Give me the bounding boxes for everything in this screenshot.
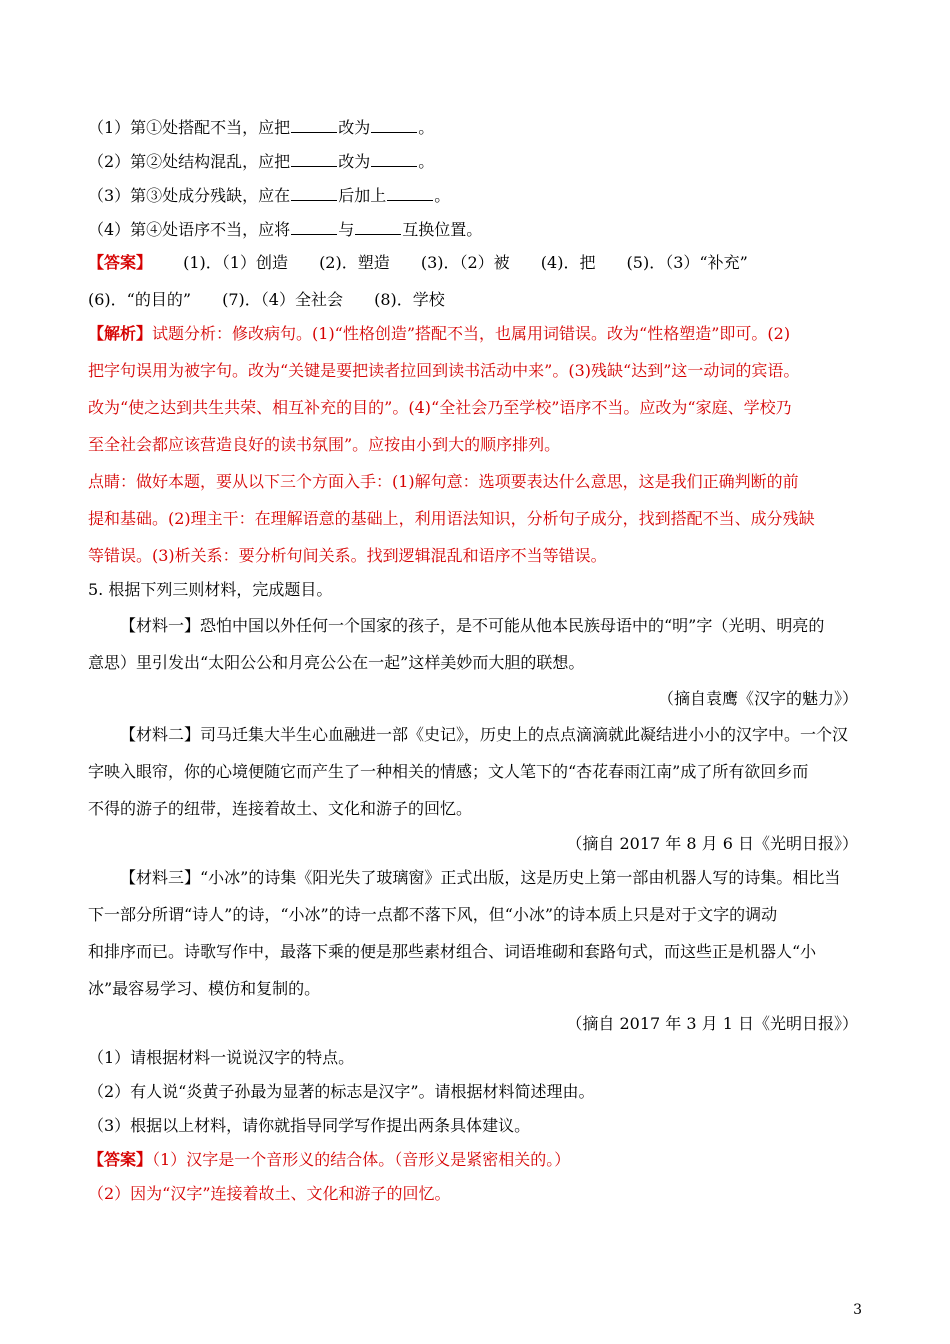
q5-item: （2）有人说“炎黄子孙最为显著的标志是汉字”。请根据材料简述理由。	[88, 1082, 595, 1101]
q5-answer-line: （2）因为“汉字”连接着故土、文化和游子的回忆。	[88, 1184, 451, 1203]
q4-item-text: 互换位置。	[402, 220, 483, 239]
answer-item: (7)．（4）全社会	[222, 290, 343, 309]
q4-item-text: 。	[434, 186, 451, 205]
analysis-tag: 【解析】	[88, 324, 153, 343]
fill-blank	[371, 152, 417, 167]
answer-item: (2)．塑造	[319, 253, 390, 272]
answer-item: (8)．学校	[374, 290, 445, 309]
q4-item-2	[88, 152, 434, 172]
q5-answer-line: 【答案】（1）汉字是一个音形义的结合体。（音形义是紧密相关的。）	[88, 1150, 571, 1169]
analysis-line: 改为“使之达到共生共荣、相互补充的目的”。(4)“全社会乃至学校”语序不当。应改为“家庭、学校乃	[88, 398, 792, 417]
answer-item: (3)．（2）被	[420, 253, 510, 272]
material-three-line: 下一部分所谓“诗人”的诗，“小冰”的诗一点都不落下风，但“小冰”的诗本质上只是对于文字的调动	[88, 905, 778, 924]
material-three-line: 和排序而已。诗歌写作中，最落下乘的便是那些素材组合、词语堆砌和套路句式，而这些正是机器人“小	[88, 942, 817, 961]
fill-blank	[291, 186, 337, 201]
q4-item-3	[88, 186, 450, 206]
q4-item-1	[88, 118, 434, 138]
material-three-line: 【材料三】“小冰”的诗集《阳光失了玻璃窗》正式出版，这是历史上第一部由机器人写的诗集。相比当	[120, 868, 841, 887]
fill-blank	[355, 220, 401, 235]
q4-item-text: 改为	[338, 152, 371, 171]
q5-item: （3）根据以上材料，请你就指导同学写作提出两条具体建议。	[88, 1116, 531, 1135]
analysis-line: 【解析】试题分析：修改病句。(1)“性格创造”搭配不当，也属用词错误。改为“性格塑造”即可。(2)	[88, 324, 791, 343]
q4-item-text: （3）第③处成分残缺，应在	[88, 186, 291, 205]
tips-line: 等错误。(3)析关系：要分析句间关系。找到逻辑混乱和语序不当等错误。	[88, 546, 607, 565]
page-number: 3	[853, 1302, 862, 1318]
q5-item: （1）请根据材料一说说汉字的特点。	[88, 1048, 355, 1067]
material-one-source: （摘自袁鹰《汉字的魅力》）	[657, 689, 858, 708]
q4-item-text: 改为	[338, 118, 371, 137]
answer-tag: 【答案】	[88, 1150, 153, 1169]
material-three-source: （摘自 2017 年 3 月 1 日《光明日报》）	[566, 1014, 858, 1033]
q4-item-text: 。	[418, 152, 435, 171]
material-two-source: （摘自 2017 年 8 月 6 日《光明日报》）	[566, 834, 858, 853]
tips-line: 点睛：做好本题，要从以下三个方面入手：(1)解句意：选项要表达什么意思，这是我们正确判断的前	[88, 472, 799, 491]
material-one-line: 意思）里引发出“太阳公公和月亮公公在一起”这样美妙而大胆的联想。	[88, 653, 585, 672]
q4-item-text: （1）第①处搭配不当，应把	[88, 118, 291, 137]
q5-title: 5. 根据下列三则材料，完成题目。	[88, 580, 333, 599]
answer-row-1	[88, 253, 748, 273]
q4-item-text: （2）第②处结构混乱，应把	[88, 152, 291, 171]
q4-item-text: 后加上	[338, 186, 387, 205]
answer-item: (6)．“的目的”	[88, 290, 192, 309]
analysis-line: 至全社会都应该营造良好的读书氛围”。应按由小到大的顺序排列。	[88, 435, 561, 454]
answer-tag: 【答案】	[88, 253, 153, 272]
fill-blank	[387, 186, 433, 201]
fill-blank	[371, 118, 417, 133]
q4-item-text: 与	[338, 220, 355, 239]
answer-item: (1)．（1）创造	[183, 253, 288, 272]
q4-item-text: 。	[418, 118, 435, 137]
q4-item-text: （4）第④处语序不当，应将	[88, 220, 291, 239]
answer-item: (5)．（3）“补充”	[626, 253, 748, 272]
tips-line: 提和基础。(2)理主干：在理解语意的基础上，利用语法知识，分析句子成分，找到搭配不当、成分残缺	[88, 509, 815, 528]
material-two-line: 不得的游子的纽带，连接着故土、文化和游子的回忆。	[88, 799, 473, 818]
answer-item: (4)．把	[540, 253, 596, 272]
answer-row-2	[88, 290, 445, 310]
fill-blank	[291, 152, 337, 167]
fill-blank	[291, 118, 337, 133]
material-one-line: 【材料一】恐怕中国以外任何一个国家的孩子，是不可能从他本民族母语中的“明”字（光明、明亮的	[120, 616, 825, 635]
analysis-line: 把字句误用为被字句。改为“关键是要把读者拉回到读书活动中来”。(3)残缺“达到”这一动词的宾语。	[88, 361, 800, 380]
q4-item-4	[88, 220, 482, 240]
fill-blank	[291, 220, 337, 235]
material-three-line: 冰”最容易学习、模仿和复制的。	[88, 979, 321, 998]
material-two-line: 【材料二】司马迁集大半生心血融进一部《史记》，历史上的点点滴滴就此凝结进小小的汉字中。一个汉	[120, 725, 849, 744]
material-two-line: 字映入眼帘，你的心境便随它而产生了一种相关的情感；文人笔下的“杏花春雨江南”成了所有欲回乡而	[88, 762, 809, 781]
